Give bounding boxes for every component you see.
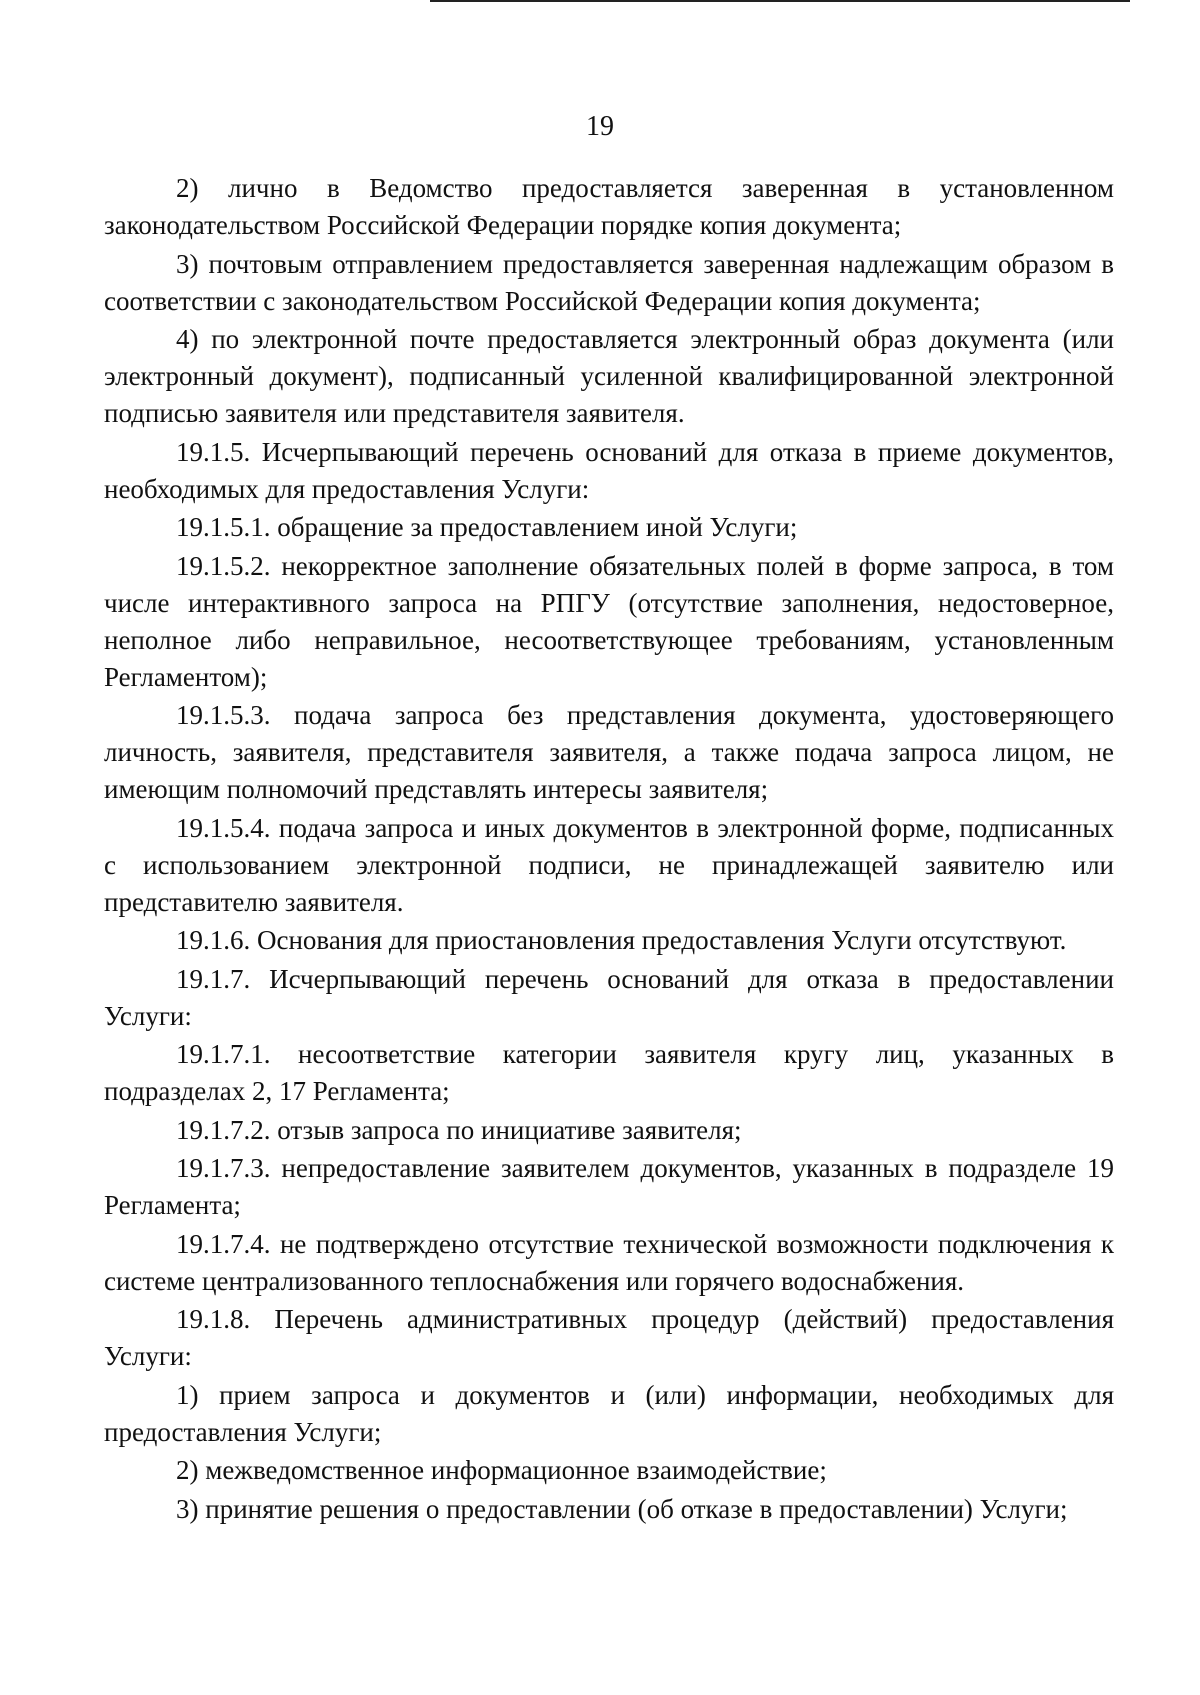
list-item-2-interagency: 2) межведомственное информационное взаимодействие; — [176, 1455, 827, 1485]
list-item-1-reception: 1) прием запроса и документов и (или) информации, необходимых для предоставления Услуги; — [104, 1379, 1114, 1447]
paragraph-19-1-7-1: 19.1.7.1. несоответствие категории заявителя кругу лиц, указанных в подразделах 2, 17 Регламента; — [104, 1039, 1114, 1106]
paragraph-3-postal: 3) почтовым отправлением предоставляется заверенная надлежащим образом в соответствии с законодательством Российской Федерации копия документа; — [104, 248, 1114, 316]
paragraph-19-1-7: 19.1.7. Исчерпывающий перечень оснований для отказа в предоставлении Услуги: — [104, 963, 1114, 1031]
paragraph-19-1-7-3: 19.1.7.3. непредоставление заявителем документов, указанных в подразделе 19 Регламента; — [104, 1153, 1114, 1220]
list-item-3-decision: 3) принятие решения о предоставлении (об отказе в предоставлении) Услуги; — [176, 1493, 1068, 1524]
paragraph-19-1-7-2: 19.1.7.2. отзыв запроса по инициативе заявителя; — [176, 1114, 742, 1145]
paragraph-2-in-person: 2) лично в Ведомство предоставляется заверенная в установленном законодательством Российской Федерации порядке копия документа; — [104, 173, 1114, 240]
paragraph-19-1-8: 19.1.8. Перечень административных процедур (действий) предоставления Услуги: — [104, 1304, 1114, 1371]
paragraph-19-1-7-4: 19.1.7.4. не подтверждено отсутствие технической возможности подключения к системе централизованного теплоснабжения или горячего водоснабжения. — [104, 1228, 1114, 1296]
page-number: 19 — [586, 111, 614, 142]
paragraph-19-1-5-3: 19.1.5.3. подача запроса без представления документа, удостоверяющего личность, заявителя, представителя заявителя, а также подача запроса лицом, не имеющим полномочий представлять интересы заявителя; — [104, 700, 1114, 804]
document-body — [104, 170, 1114, 1529]
paragraph-4-email: 4) по электронной почте предоставляется электронный образ документа (или электронный документ), подписанный усиленной квалифицированной электронной подписью заявителя или представителя заявителя. — [104, 324, 1114, 428]
top-rule — [430, 0, 1130, 2]
paragraph-19-1-5: 19.1.5. Исчерпывающий перечень оснований для отказа в приеме документов, необходимых для предоставления Услуги: — [104, 436, 1114, 504]
paragraph-19-1-5-1: 19.1.5.1. обращение за предоставлением иной Услуги; — [176, 512, 798, 542]
paragraph-19-1-5-4: 19.1.5.4. подача запроса и иных документов в электронной форме, подписанных с использованием электронной подписи, не принадлежащей заявителю или представителю заявителя. — [104, 812, 1114, 917]
paragraph-19-1-6: 19.1.6. Основания для приостановления предоставления Услуги отсутствуют. — [176, 925, 1067, 955]
paragraph-19-1-5-2: 19.1.5.2. некорректное заполнение обязательных полей в форме запроса, в том числе интерактивного запроса на РПГУ (отсутствие заполнения, недостоверное, неполное либо неправильное, несоответствующее требованиям, установленным Регламентом); — [104, 550, 1114, 692]
